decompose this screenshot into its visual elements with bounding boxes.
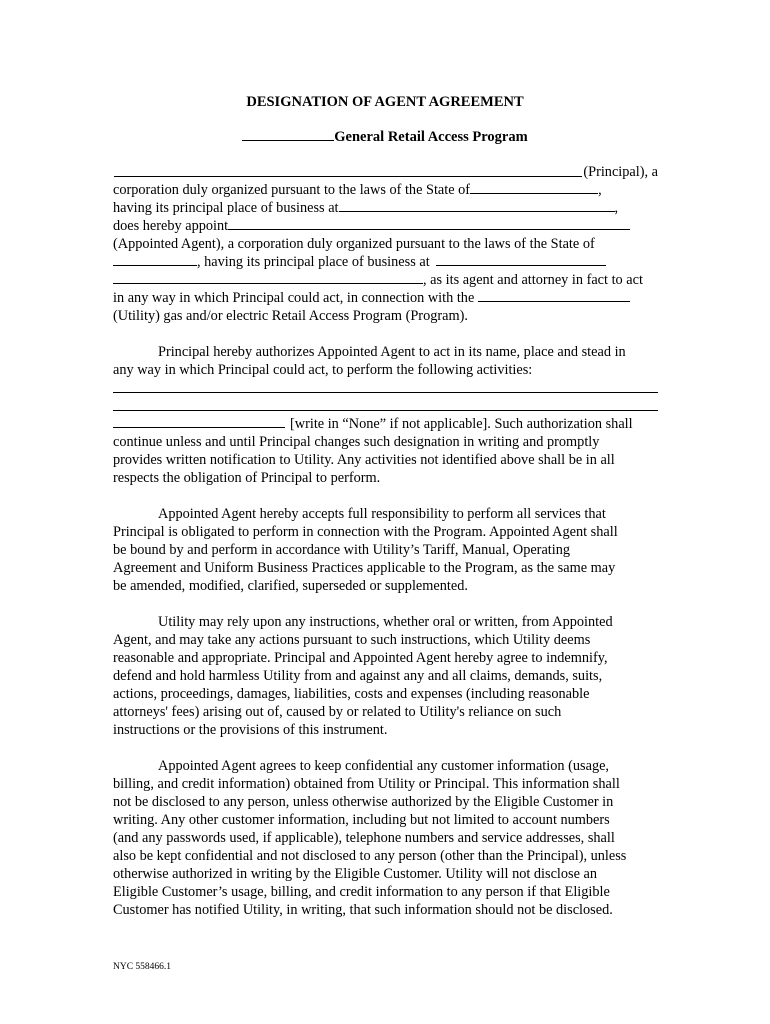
para4-line: defend and hold harmless Utility from and against any and all claims, demands, suits,: [113, 668, 603, 684]
para3-line: Agreement and Uniform Business Practices applicable to the Program, as the same may: [113, 560, 616, 576]
connection-line: in any way in which Principal could act, in connection with the: [113, 289, 658, 307]
principal-address-blank[interactable]: [339, 210, 615, 212]
activities-blank-2[interactable]: [113, 410, 658, 411]
state-line: corporation duly organized pursuant to the laws of the State of ,: [113, 182, 602, 198]
document-body: [113, 163, 658, 919]
activities-blank-row-2[interactable]: [113, 397, 658, 415]
activities-blank-3[interactable]: [113, 426, 285, 428]
program-line: (Utility) gas and/or electric Retail Access Program (Program).: [113, 308, 468, 324]
para5-line: Eligible Customer’s usage, billing, and credit information to any person if that Eligible: [113, 884, 610, 900]
agent-address-blank[interactable]: [436, 264, 606, 266]
para3-line: Appointed Agent hereby accepts full responsibility to perform all services that: [158, 506, 606, 522]
document-subtitle: General Retail Access Program: [0, 129, 770, 146]
agent-state-line: , having its principal place of business at: [113, 253, 658, 271]
authorization-line-5: provides written notification to Utility. Any activities not identified above shall be in all: [113, 452, 615, 468]
program-name-blank[interactable]: [242, 139, 334, 141]
para3-line: Principal is obligated to perform in connection with the Program. Appointed Agent shall: [113, 524, 618, 540]
document-footer-id: NYC 558466.1: [113, 962, 172, 972]
activities-blank-row-1[interactable]: [113, 379, 658, 397]
authorization-line-4: continue unless and until Principal changes such designation in writing and promptly: [113, 434, 600, 450]
agent-address-blank-2[interactable]: [113, 282, 423, 284]
para4-line: Agent, and may take any actions pursuant to such instructions, which Utility deems: [113, 632, 591, 648]
para4-line: reasonable and appropriate. Principal and Appointed Agent hereby agree to indemnify,: [113, 650, 608, 666]
para4-line: actions, proceedings, damages, liabilities, costs and expenses (including reasonable: [113, 686, 590, 702]
authorization-line-6: respects the obligation of Principal to perform.: [113, 470, 381, 486]
para5-line: writing. Any other customer information, including but not limited to account numbers: [113, 812, 610, 828]
para5-line: billing, and credit information) obtained from Utility or Principal. This information shall: [113, 776, 620, 792]
document-title: DESIGNATION OF AGENT AGREEMENT: [246, 94, 524, 110]
authorization-line-1: Principal hereby authorizes Appointed Agent to act in its name, place and stead in: [158, 344, 626, 360]
agent-state-blank[interactable]: [113, 264, 197, 266]
para5-line: (and any passwords used, if applicable), telephone numbers and service addresses, shall: [113, 830, 615, 846]
appointed-agent-line: (Appointed Agent), a corporation duly organized pursuant to the laws of the State of: [113, 236, 595, 252]
para4-line: attorneys' fees) arising out of, caused by or related to Utility's reliance on such: [113, 704, 562, 720]
para5-line: also be kept confidential and not disclosed to any person (other than the Principal), unless: [113, 848, 627, 864]
utility-name-blank[interactable]: [478, 300, 630, 302]
para5-line: Customer has notified Utility, in writing, that such information should not be disclosed.: [113, 902, 613, 918]
principal-address-line: having its principal place of business at ,: [113, 200, 619, 216]
para5-line: otherwise authorized in writing by the Eligible Customer. Utility will not disclose an: [113, 866, 598, 882]
authorization-line-2: any way in which Principal could act, to perform the following activities:: [113, 362, 533, 378]
principal-name-blank[interactable]: [114, 176, 582, 177]
para4-line: Utility may rely upon any instructions, whether oral or written, from Appointed: [158, 614, 613, 630]
appoint-line: does hereby appoint: [113, 217, 658, 235]
appointed-agent-name-blank[interactable]: [228, 228, 630, 230]
para4-line: instructions or the provisions of this instrument.: [113, 722, 388, 738]
agent-address-line: , as its agent and attorney in fact to act: [113, 271, 658, 289]
principal-line: (Principal), a: [113, 163, 658, 181]
activities-blank-1[interactable]: [113, 392, 658, 393]
activities-blank-row-3: [write in “None” if not applicable]. Such authorization shall: [113, 415, 658, 433]
para3-line: be amended, modified, clarified, superseded or supplemented.: [113, 578, 468, 594]
para5-line: not be disclosed to any person, unless otherwise authorized by the Eligible Customer in: [113, 794, 614, 810]
para3-line: be bound by and perform in accordance with Utility’s Tariff, Manual, Operating: [113, 542, 571, 558]
para5-line: Appointed Agent agrees to keep confidential any customer information (usage,: [158, 758, 610, 774]
principal-state-blank[interactable]: [470, 192, 598, 194]
